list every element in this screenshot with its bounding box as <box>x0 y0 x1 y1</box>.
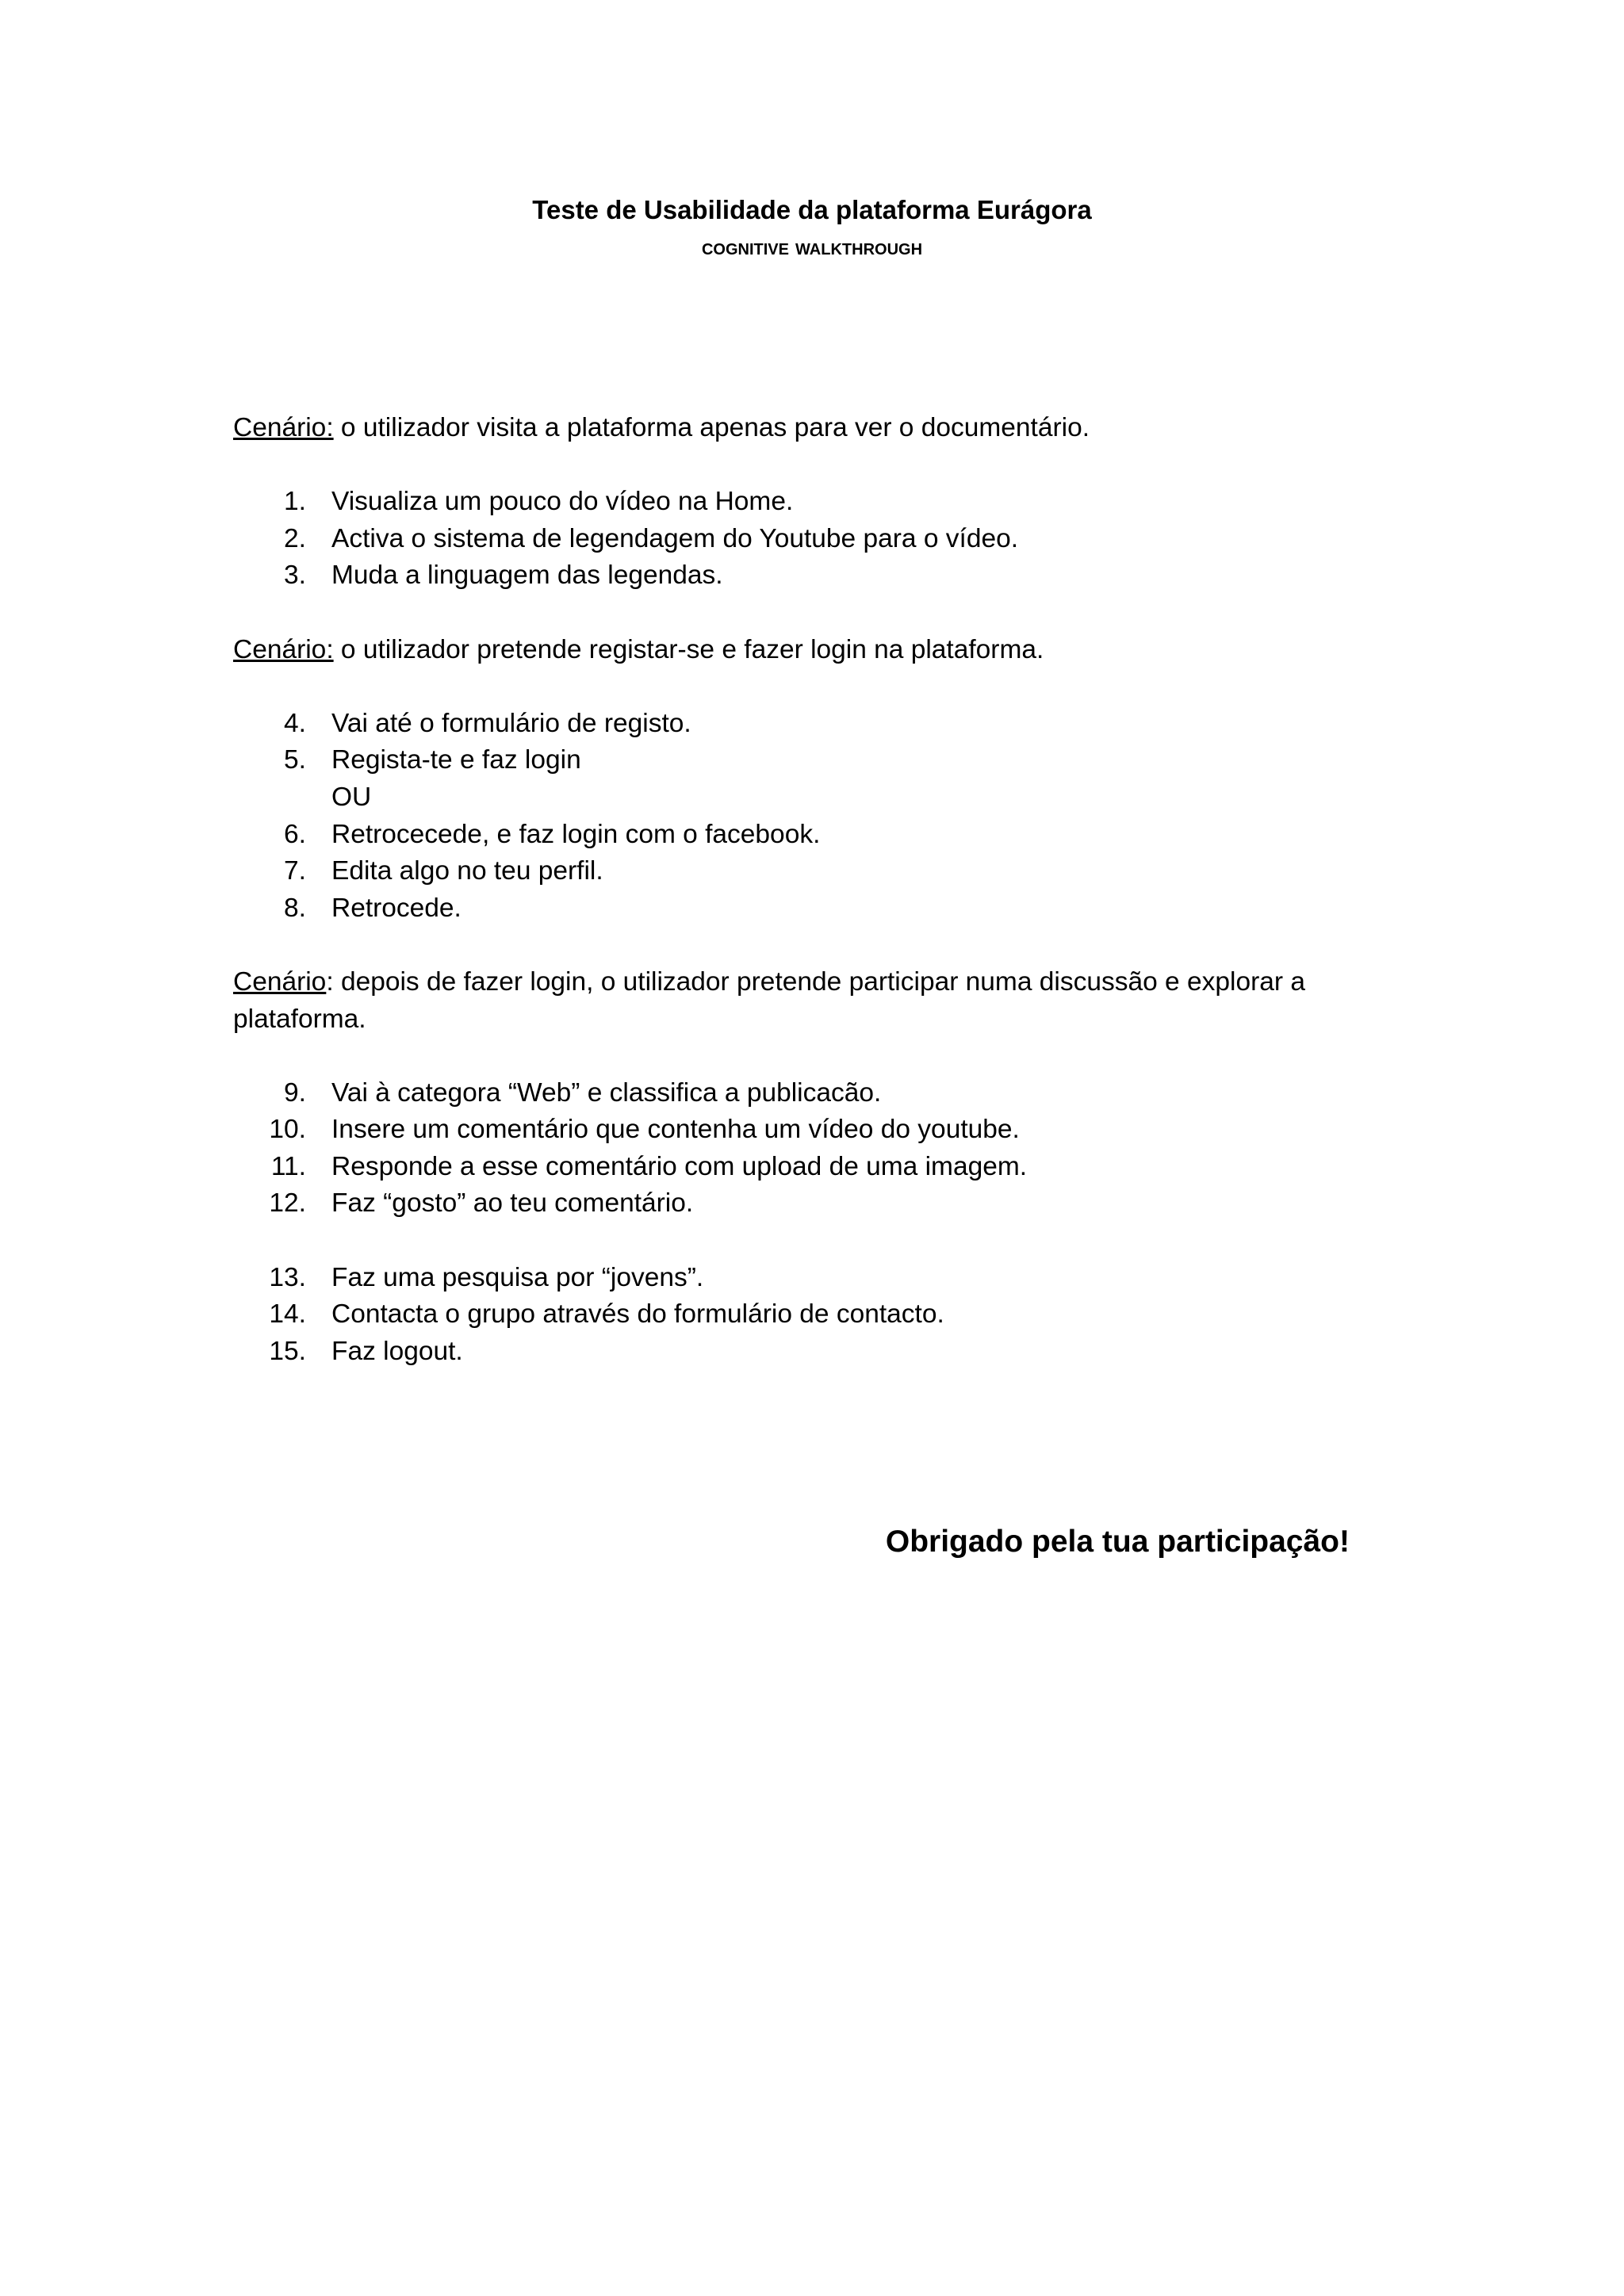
list-item <box>233 1149 1359 1186</box>
step-number: 7. <box>284 856 306 886</box>
list-item <box>233 853 1359 890</box>
step-number: 8. <box>284 893 306 923</box>
step-text: Vai à categora “Web” e classifica a publicacão. <box>331 1077 882 1108</box>
list-item <box>233 1075 1359 1112</box>
document-body <box>233 410 1359 1407</box>
list-item <box>233 1185 1359 1223</box>
scenario-3-steps <box>233 1075 1359 1223</box>
step-number: 2. <box>284 523 306 553</box>
scenario-label: Cenário: <box>233 413 334 442</box>
list-item <box>233 1334 1359 1371</box>
scenario-2 <box>233 632 1359 669</box>
step-text: Edita algo no teu perfil. <box>331 856 603 886</box>
step-text: Visualiza um pouco do vídeo na Home. <box>331 487 794 517</box>
scenario-text: o utilizador pretende registar-se e fazer login na plataforma. <box>333 634 1044 664</box>
scenario-1 <box>233 410 1359 447</box>
step-number: 1. <box>284 487 306 517</box>
step-number: 6. <box>284 819 306 849</box>
list-item <box>233 890 1359 928</box>
step-text: Retrocecede, e faz login com o facebook. <box>331 819 821 849</box>
document-title: Teste de Usabilidade da plataforma Eurágora <box>532 195 1092 224</box>
step-number: 14. <box>269 1299 306 1330</box>
list-item <box>233 1296 1359 1334</box>
list-item <box>233 557 1359 595</box>
step-number: 11. <box>270 1151 306 1181</box>
scenario-text: : depois de fazer login, o utilizador pretende participar numa discussão e explorar a plataforma. <box>233 966 1305 1034</box>
scenario-label: Cenário: <box>233 634 334 664</box>
step-text: Muda a linguagem das legendas. <box>331 561 723 591</box>
step-text: OU <box>331 782 372 812</box>
title-block <box>0 190 1624 265</box>
step-text: Faz “gosto” ao teu comentário. <box>331 1188 694 1219</box>
scenario-1-steps <box>233 484 1359 595</box>
step-number: 15. <box>269 1336 306 1366</box>
document-subtitle: cognitive walkthrough <box>701 235 923 260</box>
scenario-2-steps <box>233 706 1359 928</box>
step-number: 5. <box>284 745 306 775</box>
step-text: Faz uma pesquisa por “jovens”. <box>331 1262 704 1292</box>
list-item <box>233 779 1359 817</box>
step-text: Vai até o formulário de registo. <box>331 708 691 738</box>
scenario-label: Cenário <box>233 966 327 997</box>
list-item <box>233 521 1359 558</box>
list-item <box>233 742 1359 779</box>
step-number: 13. <box>269 1262 306 1292</box>
scenario-text: o utilizador visita a plataforma apenas para ver o documentário. <box>333 413 1090 442</box>
step-number: 10. <box>269 1115 306 1145</box>
scenario-3-steps-continued <box>233 1260 1359 1371</box>
list-item <box>233 484 1359 521</box>
list-item <box>233 817 1359 854</box>
step-text: Contacta o grupo através do formulário de contacto. <box>331 1299 944 1330</box>
step-number: 4. <box>284 708 306 738</box>
thank-you-message: Obrigado pela tua participação! <box>885 1525 1350 1559</box>
step-text: Responde a esse comentário com upload de uma imagem. <box>331 1151 1028 1181</box>
step-number: 9. <box>284 1077 306 1108</box>
scenario-3 <box>233 964 1359 1038</box>
step-number: 12. <box>269 1188 306 1219</box>
step-text: Retrocede. <box>331 893 462 923</box>
step-text: Regista-te e faz login <box>331 745 581 775</box>
step-text: Activa o sistema de legendagem do Youtube para o vídeo. <box>331 523 1019 553</box>
list-item <box>233 1260 1359 1297</box>
list-item <box>233 1112 1359 1149</box>
step-text: Faz logout. <box>331 1336 463 1366</box>
step-text: Insere um comentário que contenha um vídeo do youtube. <box>331 1115 1020 1145</box>
list-item <box>233 706 1359 743</box>
step-number: 3. <box>284 561 306 591</box>
